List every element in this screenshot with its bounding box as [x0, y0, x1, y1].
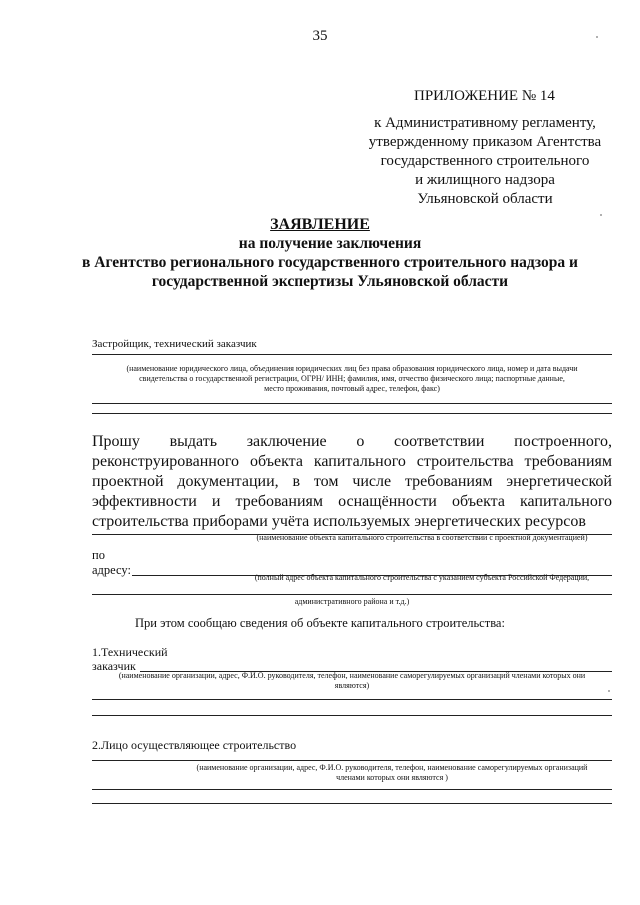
address-label-po: по — [92, 548, 105, 562]
info-intro: При этом сообщаю сведения об объекте капитального строительства: — [135, 616, 505, 630]
request-text: Прошу выдать заключение о соответствии построенного, реконструированного объекта капитального строительства требованиям проектной документации, в том числе требованиям энергетической эффективности и требованиям оснащённости объекта капитального строительства приборами учёта используемых энергетических ресурсов — [92, 433, 612, 530]
scan-speck — [608, 690, 610, 692]
section2-field-line[interactable] — [92, 760, 612, 761]
appendix-sub-line: и жилищного надзора — [415, 172, 555, 188]
appendix-title: ПРИЛОЖЕНИЕ № 14 — [414, 88, 555, 104]
scan-speck — [596, 36, 598, 38]
applicant-note-line: свидетельства о государственной регистрации, ОГРН/ ИНН; фамилия, имя, отчество физического лица; паспортные данные, — [139, 374, 565, 383]
section1-label-line2: заказчик — [92, 659, 136, 673]
document-subtitle — [60, 234, 600, 291]
section2-field-line-2[interactable] — [92, 789, 612, 790]
address-note-1: (полный адрес объекта капитального строительства с указанием субъекта Российской Федерации, — [254, 573, 590, 582]
section2-field-line-3[interactable] — [92, 803, 612, 804]
section2-note — [172, 763, 612, 783]
appendix-sub-line: к Административному регламенту, — [374, 115, 596, 131]
section1-field-line-3[interactable] — [92, 715, 612, 716]
section2-note-line: (наименование организации, адрес, Ф.И.О. руководителя, телефон, наименование саморегулируемых организаций — [196, 763, 588, 772]
object-note: (наименование объекта капитального строительства в соответствии с проектной документацией) — [256, 533, 588, 542]
applicant-field-line-2[interactable] — [92, 403, 612, 404]
applicant-note-line: (наименование юридического лица, объединения юридических лиц без права образования юридического лица, номер и дата выдачи — [126, 364, 578, 373]
section1-note — [92, 671, 612, 691]
appendix-sub-line: Ульяновской области — [417, 191, 553, 207]
appendix-subtitle — [340, 114, 630, 209]
address-field-line-2[interactable] — [92, 594, 612, 595]
appendix-sub-line: государственного строительного — [380, 153, 590, 169]
section2-label: 2.Лицо осуществляющее строительство — [92, 738, 297, 752]
subtitle-line: в Агентство регионального государственного строительного надзора и — [82, 254, 578, 271]
address-note-2: административного района и т.д.) — [294, 597, 410, 606]
document-title: ЗАЯВЛЕНИЕ — [270, 216, 370, 233]
applicant-note-line: место проживания, почтовый адрес, телефон, факс) — [264, 384, 440, 393]
subtitle-line: на получение заключения — [238, 235, 422, 252]
applicant-field-line[interactable] — [92, 354, 612, 355]
applicant-field-line-3[interactable] — [92, 413, 612, 414]
section2-note-line: членами которых они являются ) — [336, 773, 448, 782]
appendix-sub-line: утвержденному приказом Агентства — [368, 134, 602, 150]
applicant-label: Застройщик, технический заказчик — [92, 338, 257, 350]
applicant-note — [92, 364, 612, 394]
section1-note-line: являются) — [334, 681, 370, 690]
address-label: адресу: — [92, 563, 131, 577]
page-number: 35 — [312, 28, 328, 44]
section1-label-line1: 1.Технический — [92, 645, 168, 659]
scan-speck — [600, 214, 602, 216]
subtitle-line: государственной экспертизы Ульяновской области — [151, 273, 509, 290]
section1-field-line-2[interactable] — [92, 699, 612, 700]
section1-note-line: (наименование организации, адрес, Ф.И.О. руководителя, телефон, наименование саморегулируемых организаций членами которых они — [118, 671, 586, 680]
